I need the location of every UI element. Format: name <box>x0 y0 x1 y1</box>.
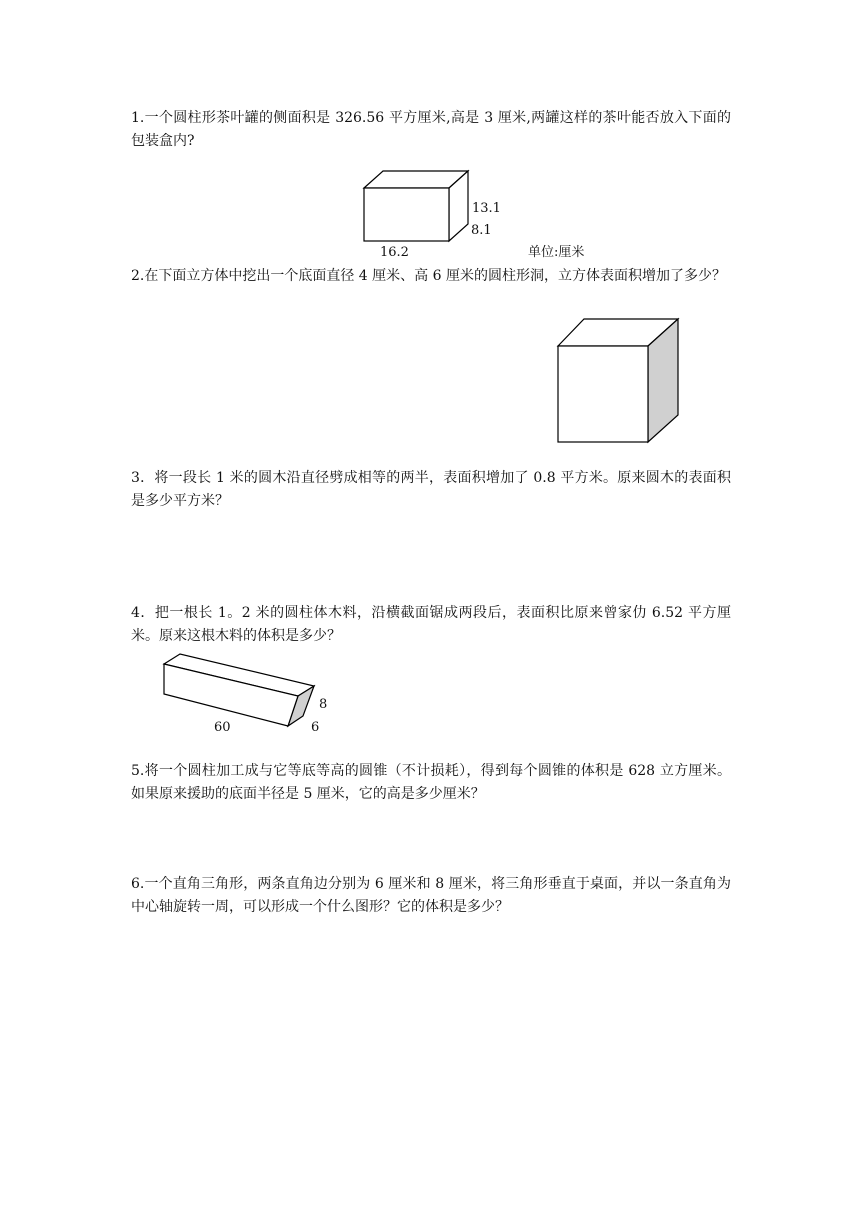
question-3: 3．将一段长 1 米的圆木沿直径劈成相等的两半，表面积增加了 0.8 平方米。原来圆木的表面积是多少平方米？ <box>131 470 731 509</box>
unit-label: 单位:厘米 <box>528 245 585 260</box>
box-height-label: 13.1 <box>472 201 501 216</box>
box-figure <box>355 165 615 265</box>
cube-drawing <box>552 312 688 448</box>
question-2: 2.在下面立方体中挖出一个底面直径 4 厘米、高 6 厘米的圆柱形洞，立方体表面积增加了多少？ <box>131 268 726 284</box>
question-6: 6.一个直角三角形，两条直角边分别为 6 厘米和 8 厘米，将三角形垂直于桌面，并以一条直角为中心轴旋转一周，可以形成一个什么图形？它的体积是多少？ <box>131 876 731 915</box>
beam-figure <box>158 648 338 740</box>
question-4: 4．把一根长 1。2 米的圆柱体木料，沿横截面锯成两段后，表面积比原来曾家仂 6.52 平方厘米。原来这根木料的体积是多少？ <box>131 605 731 644</box>
beam-width-label: 6 <box>311 720 320 735</box>
box-width-label: 8.1 <box>471 223 492 238</box>
question-5: 5.将一个圆柱加工成与它等底等高的圆锥（不计损耗），得到每个圆锥的体积是 628 立方厘米。如果原来援助的底面半径是 5 厘米，它的高是多少厘米？ <box>131 763 731 802</box>
cube-figure <box>552 312 688 448</box>
box-length-label: 16.2 <box>380 245 409 260</box>
beam-height-label: 8 <box>319 697 328 712</box>
question-1: 1.一个圆柱形茶叶罐的侧面积是 326.56 平方厘米,高是 3 厘米,两罐这样的茶叶能否放入下面的包装盒内? <box>131 110 731 149</box>
beam-length-label: 60 <box>214 720 231 735</box>
